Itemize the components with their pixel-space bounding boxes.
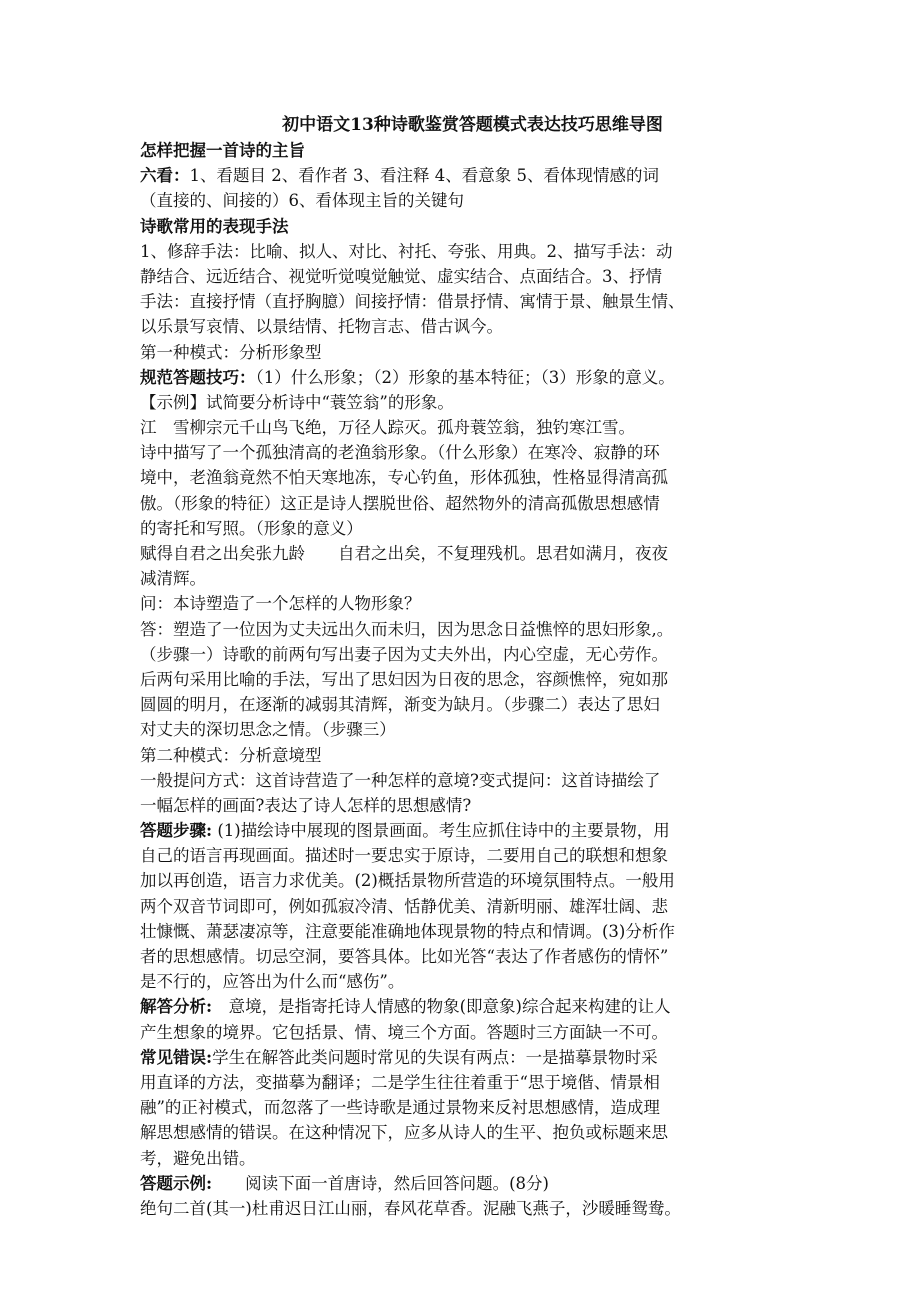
line-text: 静结合、远近结合、视觉听觉嗅觉触觉、虚实结合、点面结合。3、抒情 <box>140 266 662 286</box>
line-text: 1、看题目 2、看作者 3、看注释 4、看意象 5、看体现情感的词 <box>189 166 659 186</box>
text-line <box>140 642 795 667</box>
line-label: 解答分析: <box>140 997 213 1017</box>
text-line <box>140 365 795 390</box>
text-line <box>140 768 795 793</box>
line-text: 一幅怎样的画面?表达了诗人怎样的思想感情? <box>140 795 472 815</box>
text-line <box>140 264 795 289</box>
line-text: 第一种模式：分析形象型 <box>140 342 322 362</box>
line-text: 问：本诗塑造了一个怎样的人物形象？ <box>140 594 421 614</box>
line-text: 傲。（形象的特征）这正是诗人摆脱世俗、超然物外的清高孤傲思想感情 <box>140 493 660 513</box>
text-line <box>140 415 795 440</box>
text-line <box>140 667 795 692</box>
text-line <box>140 591 795 616</box>
line-text: 阅读下面一首唐诗，然后回答问题。(8分) <box>212 1173 549 1193</box>
text-line <box>140 1120 795 1145</box>
line-text: 用直译的方法，变描摹为翻译；二是学生往往着重于“思于境偕、情景相 <box>140 1072 660 1092</box>
line-text: 对丈夫的深切思念之情。（步骤三） <box>140 720 396 740</box>
line-text: 【示例】试简要分析诗中“蓑笠翁”的形象。 <box>140 392 454 412</box>
text-line <box>140 894 795 919</box>
line-text: 第二种模式：分析意境型 <box>140 745 322 765</box>
line-text: 诗中描写了一个孤独清高的老渔翁形象。（什么形象）在寒冷、寂静的环 <box>140 443 660 463</box>
text-line <box>140 743 795 768</box>
section-heading <box>140 138 795 163</box>
text-line <box>140 994 795 1019</box>
line-text: 1、修辞手法：比喻、拟人、对比、衬托、夸张、用典。2、描写手法：动 <box>140 241 673 261</box>
text-line <box>140 289 795 314</box>
text-line <box>140 440 795 465</box>
line-text: 诗歌常用的表现手法 <box>140 216 289 236</box>
line-text: 手法：直接抒情（直抒胸臆）间接抒情：借景抒情、寓情于景、触景生情、 <box>140 292 685 312</box>
line-text: 两个双音节词即可，例如孤寂冷清、恬静优美、清新明丽、雄浑壮阔、悲 <box>140 896 668 916</box>
text-line <box>140 818 795 843</box>
text-line <box>140 491 795 516</box>
text-line <box>140 919 795 944</box>
line-text: 后两句采用比喻的手法，写出了思妇因为日夜的思念，容颜憔悴，宛如那 <box>140 669 668 689</box>
line-label: 常见错误: <box>140 1047 213 1067</box>
line-text: （直接的、间接的）6、看体现主旨的关键句 <box>140 191 464 211</box>
line-text: 考，避免出错。 <box>140 1148 256 1168</box>
line-text: 自己的语言再现画面。描述时一要忠实于原诗，二要用自己的联想和想象 <box>140 846 668 866</box>
text-line <box>140 541 795 566</box>
section-heading <box>140 214 795 239</box>
text-line <box>140 1146 795 1171</box>
text-line <box>140 944 795 969</box>
line-text: 境中，老渔翁竟然不怕天寒地冻，专心钓鱼，形体孤独，性格显得清高孤 <box>140 468 668 488</box>
text-line <box>140 1070 795 1095</box>
text-line <box>140 314 795 339</box>
line-text: （步骤一）诗歌的前两句写出妻子因为丈夫外出，内心空虚，无心劳作。 <box>140 644 668 664</box>
text-line <box>140 163 795 188</box>
text-line <box>140 868 795 893</box>
text-line <box>140 390 795 415</box>
line-label: 规范答题技巧： <box>140 367 256 387</box>
document-page <box>140 112 795 1221</box>
text-line <box>140 239 795 264</box>
document-body <box>140 138 795 1221</box>
line-text: 江 雪柳宗元千山鸟飞绝，万径人踪灭。孤舟蓑笠翁，独钓寒江雪。 <box>140 418 635 438</box>
text-line <box>140 1045 795 1070</box>
text-line <box>140 1020 795 1045</box>
text-line <box>140 717 795 742</box>
line-text: （1）什么形象；（2）形象的基本特征；（3）形象的意义。 <box>255 367 675 387</box>
line-text: 产生想象的境界。它包括景、情、境三个方面。答题时三方面缺一不可。 <box>140 1022 668 1042</box>
line-label: 六看： <box>140 166 190 186</box>
line-text: 赋得自君之出矣张九龄 自君之出矣，不复理残机。思君如满月，夜夜 <box>140 544 668 563</box>
document-title: 初中语文13种诗歌鉴赏答题模式表达技巧思维导图 <box>282 115 663 135</box>
line-text: 者的思想感情。切忌空洞，要答具体。比如光答“表达了作者感伤的情怀” <box>140 947 669 966</box>
line-text: (1)描绘诗中展现的图景画面。考生应抓住诗中的主要景物，用 <box>212 821 670 841</box>
line-text: 加以再创造，语言力求优美。(2)概括景物所营造的环境氛围特点。一般用 <box>140 871 675 891</box>
text-line <box>140 793 795 818</box>
text-line <box>140 692 795 717</box>
line-text: 以乐景写哀情、以景结情、托物言志、借古讽今。 <box>140 317 503 337</box>
line-text: 减清辉。 <box>140 569 206 589</box>
line-text: 怎样把握一首诗的主旨 <box>140 141 305 160</box>
text-line <box>140 340 795 365</box>
line-text: 解思想感情的错误。在这种情况下，应多从诗人的生平、抱负或标题来思 <box>140 1123 668 1143</box>
line-text: 答：塑造了一位因为丈夫远出久而未归，因为思念日益憔悴的思妇形象,。 <box>140 619 674 639</box>
text-line <box>140 843 795 868</box>
line-text: 一般提问方式：这首诗营造了一种怎样的意境?变式提问：这首诗描绘了 <box>140 770 661 790</box>
line-text: 绝句二首(其一)杜甫迟日江山丽，春风花草香。泥融飞燕子，沙暖睡鸳鸯。 <box>140 1198 681 1218</box>
text-line <box>140 969 795 994</box>
text-line <box>140 465 795 490</box>
text-line <box>140 617 795 642</box>
line-text: 圆圆的明月，在逐渐的减弱其清辉，渐变为缺月。（步骤二）表达了思妇 <box>140 695 660 715</box>
text-line <box>140 1196 795 1221</box>
text-line <box>140 188 795 213</box>
text-line <box>140 566 795 591</box>
text-line <box>140 516 795 541</box>
line-text: 壮慷慨、萧瑟凄凉等，注意要能准确地体现景物的特点和情调。(3)分析作 <box>140 921 675 941</box>
line-text: 意境，是指寄托诗人情感的物象(即意象)综合起来构建的让人 <box>212 997 671 1017</box>
line-text: 学生在解答此类问题时常见的失误有两点：一是描摹景物时采 <box>212 1047 658 1067</box>
line-text: 是不行的，应答出为什么而“感伤”。 <box>140 972 405 992</box>
line-text: 融”的正衬模式，而忽落了一些诗歌是通过景物来反衬思想感情，造成理 <box>140 1098 660 1118</box>
line-label: 答题示例: <box>140 1173 213 1193</box>
text-line <box>140 1171 795 1196</box>
line-label: 答题步骤: <box>140 821 213 841</box>
line-text: 的寄托和写照。（形象的意义） <box>140 518 363 538</box>
text-line <box>140 1095 795 1120</box>
